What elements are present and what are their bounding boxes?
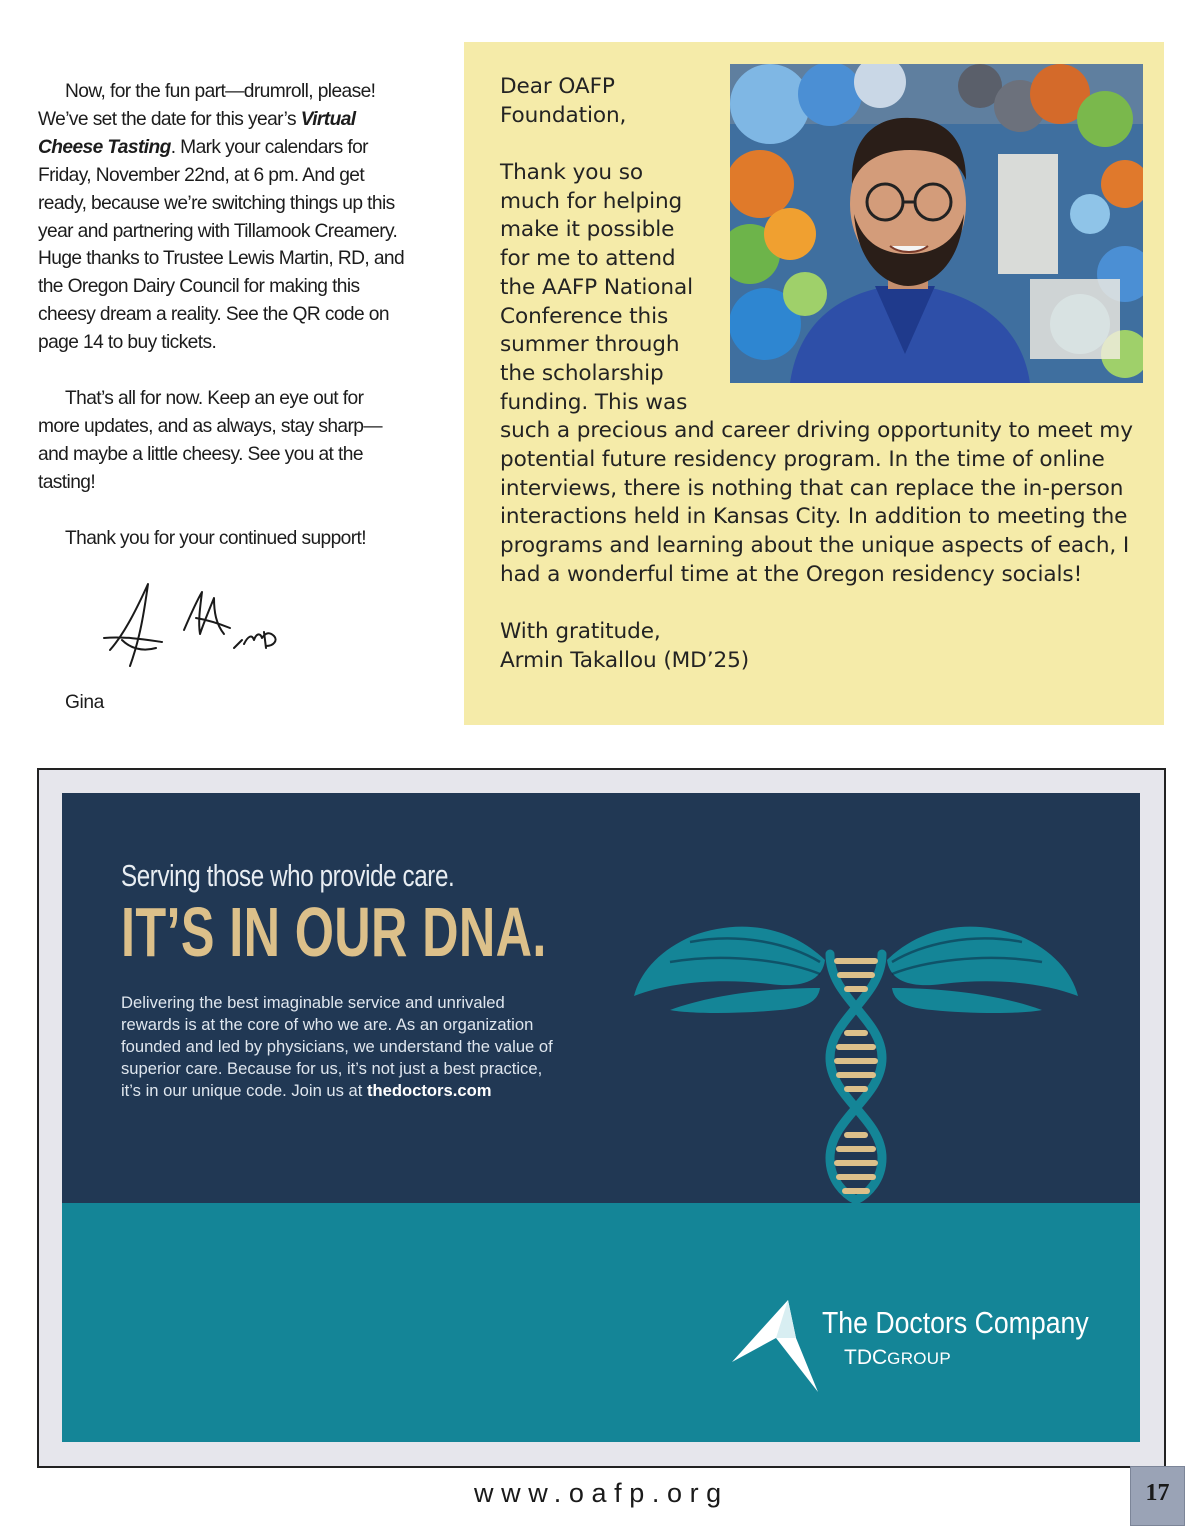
- page-number: 17: [1130, 1466, 1185, 1526]
- thanks-paragraph: Thank you for your continued support!: [65, 527, 366, 549]
- letter-line: the AAFP National: [500, 274, 694, 300]
- closing-paragraph: That’s all for now. Keep an eye out for more updates, and as always, stay sharp—and maybe a little cheesy. See you at the tasting!: [38, 388, 382, 493]
- ad-headline: IT’S IN OUR DNA.: [121, 893, 547, 971]
- article-column: [38, 78, 406, 553]
- letter-blank-line: [500, 589, 1133, 618]
- letter-line: interviews, there is nothing that can replace the in-person: [500, 475, 1124, 501]
- letter-line: for me to attend: [500, 246, 676, 272]
- letter-line: funding. This was: [500, 389, 688, 415]
- letter-blank-line: [500, 130, 1133, 159]
- letter-line: had a wonderful time at the Oregon residency socials!: [500, 561, 1083, 587]
- letter-line: the scholarship: [500, 360, 664, 386]
- ad-body-text: Delivering the best imaginable service and unrivaled rewards is at the core of who we are. As an organization founded and led by physicians, we understand the value of superior care. Because for us, it’s not just a best practice, it’s in our unique code. Join us at thedoctors.com: [121, 993, 553, 1100]
- letter-author: Armin Takallou (MD’25): [500, 647, 750, 673]
- company-name: The Doctors Company: [822, 1305, 1089, 1340]
- letter-closing: With gratitude,: [500, 619, 661, 645]
- ad-website-link[interactable]: thedoctors.com: [367, 1080, 492, 1100]
- signature-name: Gina: [65, 692, 104, 713]
- cheese-tasting-paragraph: Now, for the fun part—drumroll, please! We’ve set the date for this year’s Virtual Cheese Tasting. Mark your calendars for Friday, November 22nd, at 6 pm. And get ready, because we’re switching things up this year and partnering with Tillamook Creamery. Huge thanks to Trustee Lewis Martin, RD, and the Oregon Dairy Council for making this cheesy dream a reality. See the QR code on page 14 to buy tickets.: [38, 81, 405, 354]
- caduceus-dna-icon: [630, 918, 1082, 1204]
- letter-line: Dear OAFP: [500, 74, 615, 99]
- letter-line: programs and learning about the unique aspects of each, I: [500, 533, 1130, 558]
- letter-line: potential future residency program. In the time of online: [500, 446, 1105, 472]
- letter-line: make it possible: [500, 217, 675, 243]
- company-group-name: TDCGROUP: [844, 1346, 952, 1369]
- letter-line: interactions held in Kansas City. In addition to meeting the: [500, 504, 1128, 530]
- letter-line: Thank you so: [500, 160, 643, 186]
- letter-line: such a precious and career driving opportunity to meet my: [500, 418, 1133, 444]
- letter-line: much for helping: [500, 188, 683, 214]
- letter-text: [500, 73, 1133, 675]
- letter-line: Foundation,: [500, 102, 627, 128]
- handwritten-signature: [100, 578, 290, 673]
- letter-line: Conference this: [500, 303, 669, 329]
- tdc-arrow-logo-icon: [730, 1298, 820, 1393]
- footer-website-url[interactable]: www.oafp.org: [474, 1478, 729, 1508]
- event-name: Virtual Cheese Tasting: [38, 108, 356, 158]
- ad-tagline: Serving those who provide care.: [121, 858, 455, 893]
- letter-line: summer through: [500, 332, 680, 358]
